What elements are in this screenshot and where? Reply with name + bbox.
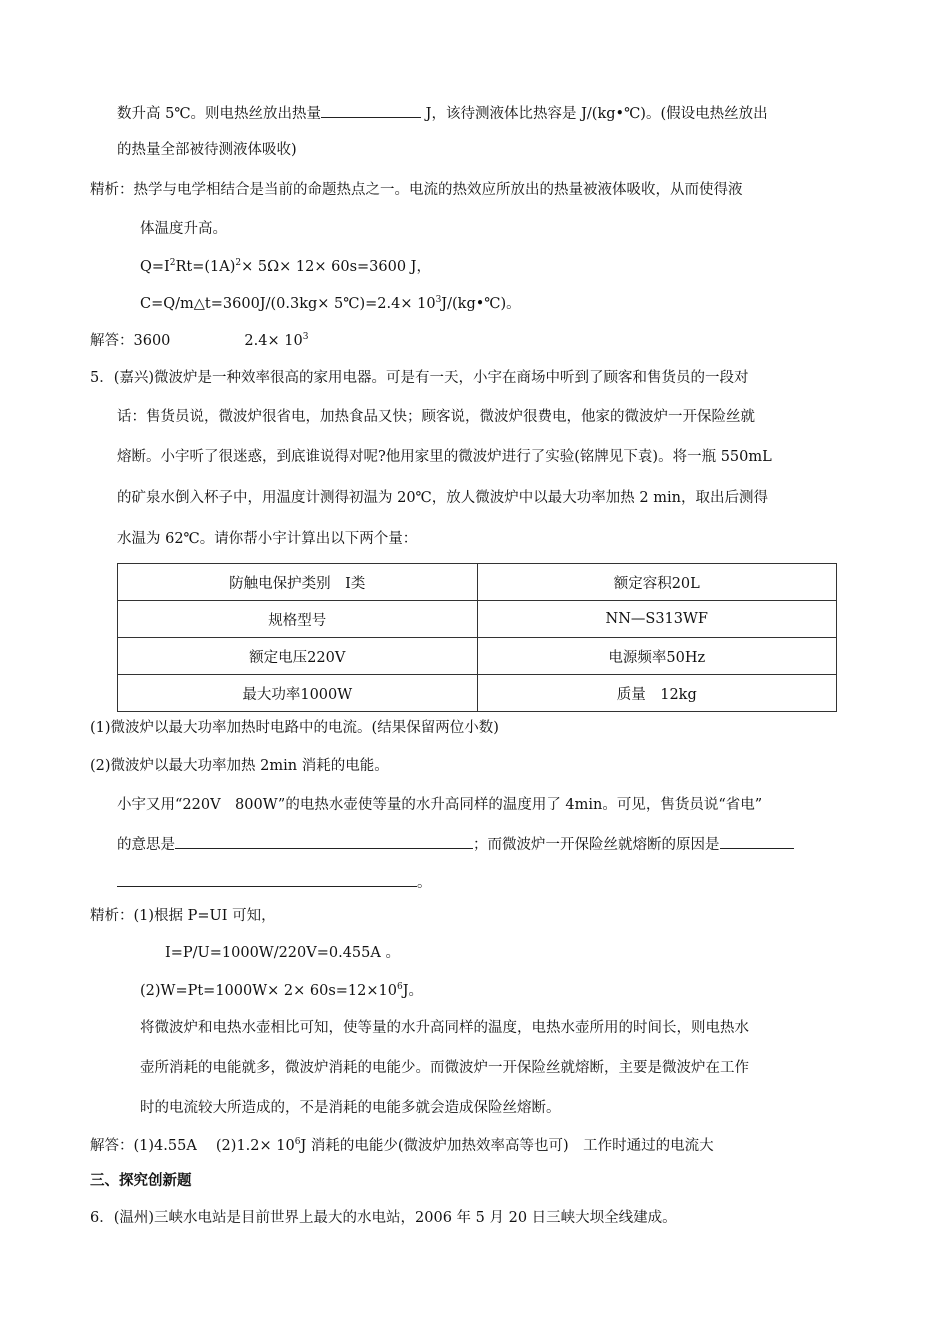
p4-answer: 解答：3600 $2.4\times 10^3$ (90, 332, 309, 349)
table-cell: 额定容积20L (477, 564, 837, 601)
p5-line2: 话：售货员说，微波炉很省电，加热食品又快；顾客说，微波炉很费电，他家的微波炉一开保险丝就 (117, 409, 755, 425)
p5-question-2: (2)微波炉以最大功率加热 2min 消耗的电能。 (90, 758, 389, 774)
nameplate-table (117, 563, 837, 712)
p5-blank-reason-cont (117, 872, 417, 887)
p5-blank-meaning (175, 834, 473, 849)
p5-answer: 解答：(1)4.55A $(2)1.2\times 10^6J$ 消耗的电能少(微波炉加热效率高等也可) 工作时通过的电流大 (90, 1137, 714, 1154)
p5-blank-reason (720, 834, 794, 849)
p5-analysis-2: I=P/U=1000W/220V=0.455A 。 (165, 945, 400, 961)
p5-line3: 熔断。小宇听了很迷惑，到底谁说得对呢?他用家里的微波炉进行了实验(铭牌见下袁)。将一瓶 550mL (117, 449, 772, 465)
p5-analysis-3: $(2)W=Pt=1000W\times 2\times 60s=12\times 10^6J$。 (140, 982, 424, 999)
table-row (118, 638, 837, 675)
p6-line1: 6．(温州)三峡水电站是目前世界上最大的水电站，2006 年 5 月 20 日三峡大坝全线建成。 (90, 1210, 677, 1226)
p4-equation-c: C=Q/m△t=3600J/(0.3kg× 5℃)=2.4× $10^3J/(kg•℃)$。 (140, 295, 521, 312)
table-row (118, 564, 837, 601)
p5-question-5: 。 (117, 872, 432, 893)
table-cell: NN—S313WF (477, 601, 837, 638)
analysis-label: 精析： (90, 182, 134, 198)
p5-analysis-6: 时的电流较大所造成的，不是消耗的电能多就会造成保险丝熔断。 (140, 1100, 561, 1116)
p4-analysis-1: 精析：热学与电学相结合是当前的命题热点之一。电流的热效应所放出的热量被液体吸收，从而使得液 (90, 182, 743, 198)
table-row (118, 675, 837, 712)
p4-equation-q: $Q=I^2Rt=(1A)^2\times 5\Omega\times 12\times 60s=3600$ J， (140, 258, 431, 275)
p5-question-1: (1)微波炉以最大功率加热时电路中的电流。(结果保留两位小数) (90, 720, 499, 736)
p5-line4: 的矿泉水倒入杯子中，用温度计测得初温为 20℃，放人微波炉中以最大功率加热 2 min，取出后测得 (117, 490, 768, 506)
p5-line1: 5．(嘉兴)微波炉是一种效率很高的家用电器。可是有一天，小宇在商场中听到了顾客和售货员的一段对 (90, 370, 749, 386)
analysis-label: 精析： (90, 908, 134, 924)
p5-question-3: 小宇又用“220V 800W”的电热水壶使等量的水升高同样的温度用了 4min。可见，售货员说“省电” (117, 797, 763, 813)
p4-line2: 的热量全部被待测液体吸收) (117, 142, 297, 158)
section-heading: 三、探究创新题 (90, 1173, 192, 1189)
p4-line1: 数升高 5℃。则电热丝放出热量 J，该待测液体比热容是 J/(kg•℃)。(假设电热丝放出 (117, 103, 768, 124)
table-cell: 防触电保护类别 I类 (118, 564, 478, 601)
table-cell: 质量 12kg (477, 675, 837, 712)
table-row (118, 601, 837, 638)
answer-label: 解答： (90, 1138, 134, 1154)
table-cell: 额定电压220V (118, 638, 478, 675)
table-cell: 规格型号 (118, 601, 478, 638)
table-cell: 电源频率50Hz (477, 638, 837, 675)
answer-label: 解答： (90, 333, 134, 349)
p4-analysis-2: 体温度升高。 (140, 221, 227, 237)
p5-analysis-4: 将微波炉和电热水壶相比可知，使等量的水升高同样的温度，电热水壶所用的时间长，则电热水 (140, 1020, 749, 1036)
p5-question-4: 的意思是 ；而微波炉一开保险丝就熔断的原因是 (117, 834, 794, 855)
p5-analysis-5: 壶所消耗的电能就多，微波炉消耗的电能少。而微波炉一开保险丝就熔断，主要是微波炉在工作 (140, 1060, 749, 1076)
p5-analysis-1: 精析：(1)根据 P=UI 可知， (90, 908, 276, 924)
p5-line5: 水温为 62℃。请你帮小宇计算出以下两个量： (117, 531, 418, 547)
p4-blank-heat (321, 103, 421, 118)
table-cell: 最大功率1000W (118, 675, 478, 712)
